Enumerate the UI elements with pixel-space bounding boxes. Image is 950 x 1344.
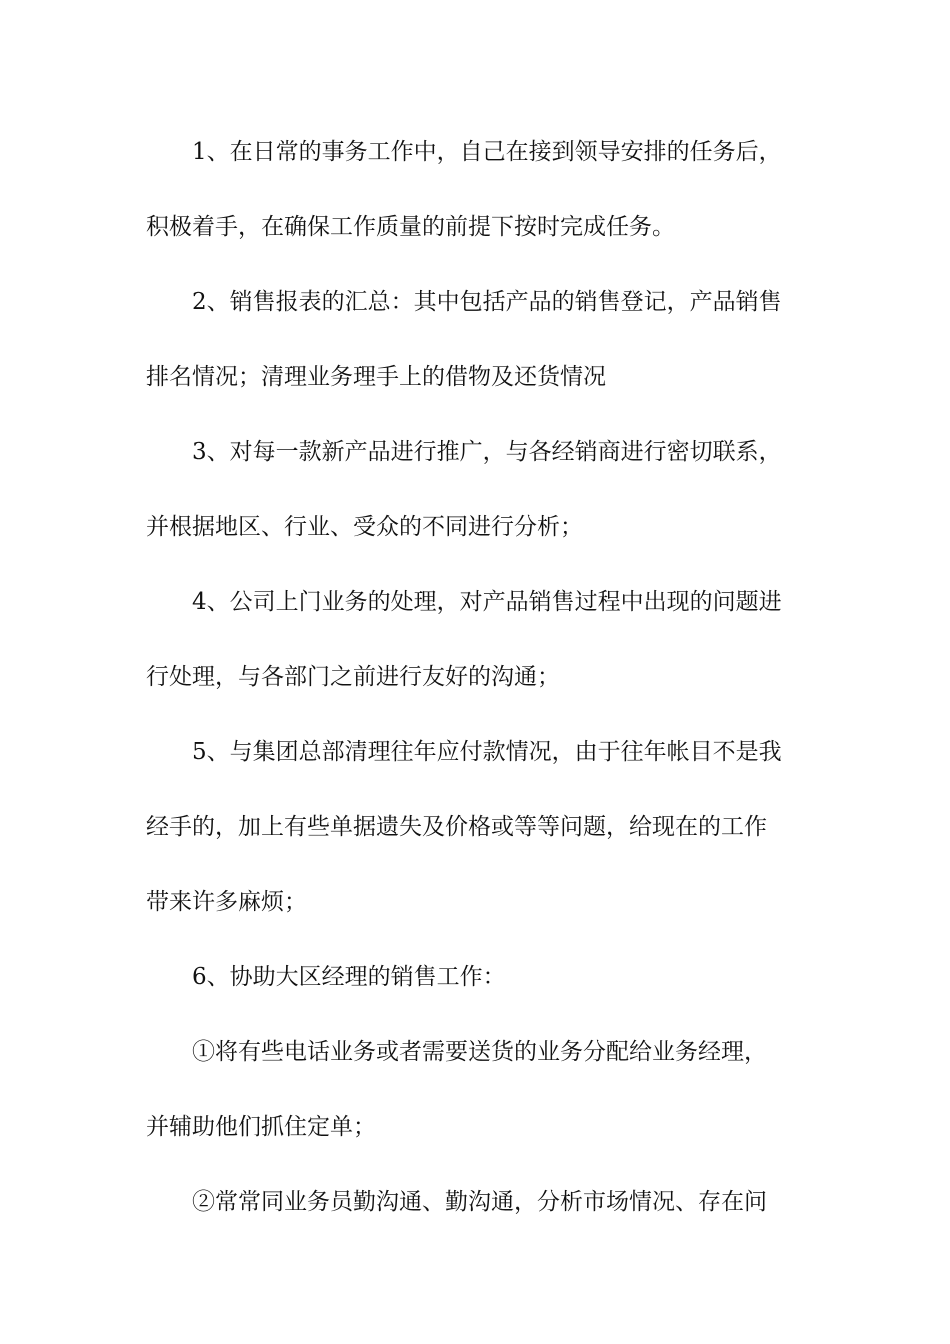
- paragraph-1-line-1: 1、在日常的事务工作中，自己在接到领导安排的任务后，: [192, 139, 782, 165]
- paragraph-1-line-2: 积极着手，在确保工作质量的前提下按时完成任务。: [146, 214, 675, 240]
- paragraph-4-line-1: 4、公司上门业务的处理，对产品销售过程中出现的问题进: [192, 589, 782, 615]
- paragraph-4-line-2: 行处理，与各部门之前进行友好的沟通；: [146, 664, 560, 690]
- subitem-2-line-1: ②常常同业务员勤沟通、勤沟通，分析市场情况、存在问: [192, 1189, 767, 1215]
- subitem-1-line-2: 并辅助他们抓住定单；: [146, 1114, 376, 1140]
- paragraph-3-line-1: 3、对每一款新产品进行推广，与各经销商进行密切联系，: [192, 439, 782, 465]
- paragraph-5-line-2: 经手的，加上有些单据遗失及价格或等等问题，给现在的工作: [146, 814, 767, 840]
- paragraph-2-line-2: 排名情况；清理业务理手上的借物及还货情况: [146, 364, 606, 390]
- paragraph-2-line-1: 2、销售报表的汇总：其中包括产品的销售登记，产品销售: [192, 289, 782, 315]
- paragraph-3-line-2: 并根据地区、行业、受众的不同进行分析；: [146, 514, 583, 540]
- subitem-1-line-1: ①将有些电话业务或者需要送货的业务分配给业务经理，: [192, 1039, 767, 1065]
- paragraph-5-line-1: 5、与集团总部清理往年应付款情况，由于往年帐目不是我: [192, 739, 782, 765]
- paragraph-6-line-1: 6、协助大区经理的销售工作：: [192, 964, 506, 990]
- paragraph-5-line-3: 带来许多麻烦；: [146, 889, 307, 915]
